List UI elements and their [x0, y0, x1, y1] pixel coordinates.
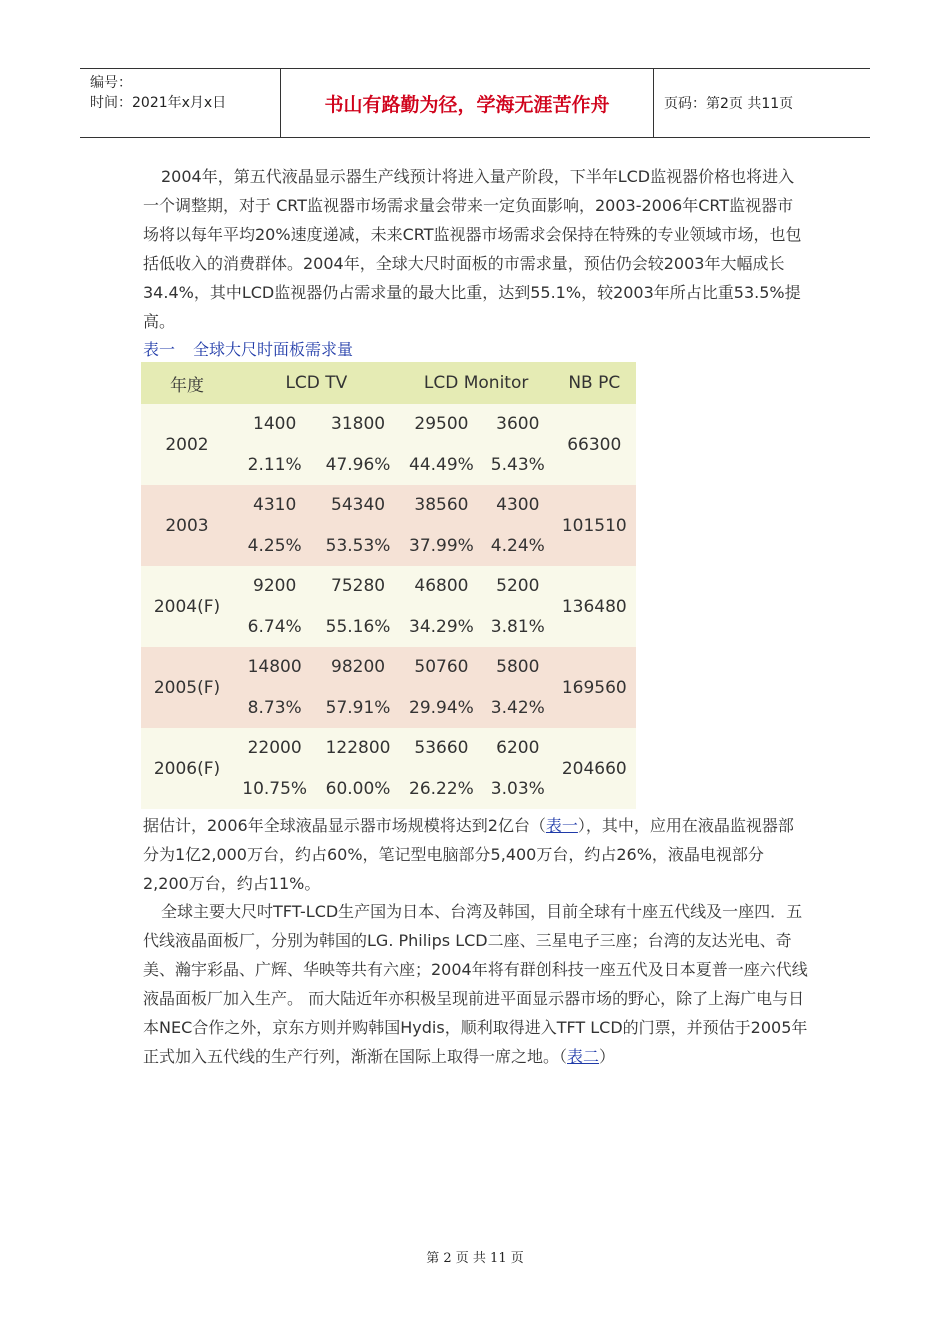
header-year: 年度: [141, 362, 233, 404]
table-row: [141, 728, 636, 769]
value-cell: 50760: [400, 647, 483, 688]
total-cell: 101510: [553, 485, 636, 566]
percent-cell: 2.11%: [233, 445, 316, 486]
percent-cell: 34.29%: [400, 607, 483, 648]
value-cell: 9200: [233, 566, 316, 607]
table-two-link[interactable]: 表二: [567, 1047, 600, 1066]
percent-cell: 60.00%: [316, 769, 399, 810]
header-lcd-monitor: LCD Monitor: [400, 362, 553, 404]
paragraph-estimate-text: 据估计，2006年全球液晶显示器市场规模将达到2亿台（: [143, 816, 546, 835]
percent-cell: 10.75%: [233, 769, 316, 810]
value-cell: 75280: [316, 566, 399, 607]
value-cell: 46800: [400, 566, 483, 607]
table-row: [141, 566, 636, 607]
header-meta: [80, 69, 281, 137]
document-date: 时间：2021年x月x日: [90, 95, 227, 111]
table-header-row: [141, 362, 636, 404]
value-cell: 4310: [233, 485, 316, 526]
table-row: [141, 647, 636, 688]
percent-cell: 26.22%: [400, 769, 483, 810]
table-caption-label: 表一: [143, 340, 176, 359]
percent-cell: 37.99%: [400, 526, 483, 567]
value-cell: 22000: [233, 728, 316, 769]
paragraph-estimate: [143, 811, 808, 898]
table-row: [141, 404, 636, 445]
value-cell: 3600: [483, 404, 552, 445]
value-cell: 54340: [316, 485, 399, 526]
value-cell: 5800: [483, 647, 552, 688]
header-nb-pc: NB PC: [553, 362, 636, 404]
table-caption: [143, 336, 353, 364]
demand-table: [141, 362, 636, 809]
paragraph-producers-text-end: ）: [599, 1047, 616, 1066]
header-page-info: 页码：第2页 共11页: [664, 96, 794, 112]
percent-cell: 4.24%: [483, 526, 552, 567]
percent-cell: 4.25%: [233, 526, 316, 567]
percent-cell: 55.16%: [316, 607, 399, 648]
percent-cell: 8.73%: [233, 688, 316, 729]
paragraph-estimate-text-end: ），其中，应用在液晶监视器部分为1亿2,000万台，约占60%，笔记型电脑部分5,400万台，约占26%，液晶电视部分2,200万台，约占11%。: [143, 816, 794, 893]
value-cell: 6200: [483, 728, 552, 769]
value-cell: 38560: [400, 485, 483, 526]
value-cell: 14800: [233, 647, 316, 688]
percent-cell: 3.03%: [483, 769, 552, 810]
paragraph-intro: 2004年，第五代液晶显示器生产线预计将进入量产阶段，下半年LCD监视器价格也将进入一个调整期，对于 CRT监视器市场需求量会带来一定负面影响，2003-2006年CRT监视器市场将以每年平均20%速度递减，未来CRT监视器市场需求会保持在特殊的专业领域市场，也包括低收入的消费群体。2004年，全球大尺时面板的市需求量，预估仍会较2003年大幅成长34.4%，其中LCD监视器仍占需求量的最大比重，达到55.1%，较2003年所占比重53.5%提高。: [143, 167, 802, 331]
year-cell: 2003: [141, 485, 233, 566]
value-cell: 1400: [233, 404, 316, 445]
percent-cell: 6.74%: [233, 607, 316, 648]
percent-cell: 53.53%: [316, 526, 399, 567]
value-cell: 5200: [483, 566, 552, 607]
percent-cell: 3.81%: [483, 607, 552, 648]
document-number-label: 编号：: [90, 75, 132, 91]
total-cell: 136480: [553, 566, 636, 647]
table-row: [141, 485, 636, 526]
total-cell: 204660: [553, 728, 636, 809]
value-cell: 29500: [400, 404, 483, 445]
percent-cell: 57.91%: [316, 688, 399, 729]
paragraph-producers: [143, 897, 808, 1071]
year-cell: 2006(F): [141, 728, 233, 809]
value-cell: 31800: [316, 404, 399, 445]
total-cell: 169560: [553, 647, 636, 728]
percent-cell: 3.42%: [483, 688, 552, 729]
year-cell: 2004(F): [141, 566, 233, 647]
percent-cell: 29.94%: [400, 688, 483, 729]
percent-cell: 44.49%: [400, 445, 483, 486]
total-cell: 66300: [553, 404, 636, 485]
value-cell: 4300: [483, 485, 552, 526]
table-one-link[interactable]: 表一: [545, 816, 578, 835]
year-cell: 2005(F): [141, 647, 233, 728]
page-header: [80, 68, 870, 138]
percent-cell: 47.96%: [316, 445, 399, 486]
value-cell: 98200: [316, 647, 399, 688]
year-cell: 2002: [141, 404, 233, 485]
value-cell: 122800: [316, 728, 399, 769]
page-footer: 第 2 页 共 11 页: [426, 1251, 524, 1266]
percent-cell: 5.43%: [483, 445, 552, 486]
header-lcd-tv: LCD TV: [233, 362, 400, 404]
value-cell: 53660: [400, 728, 483, 769]
table-caption-title: 全球大尺时面板需求量: [193, 340, 354, 359]
paragraph-producers-text: 全球主要大尺吋TFT-LCD生产国为日本、台湾及韩国，目前全球有十座五代线及一座四．五代线液晶面板厂，分别为韩国的LG. Philips LCD二座、三星电子三座；台湾的友达光电、奇美、瀚宇彩晶、广辉、华映等共有六座；2004年将有群创科技一座五代及日本夏普一座六代线液晶面板厂加入生产。 而大陆近年亦积极呈现前进平面显示器市场的野心，除了上海广电与日本NEC合作之外，京东方则并购韩国Hydis，顺利取得进入TFT LCD的门票，并预估于2005年正式加入五代线的生产行列，渐渐在国际上取得一席之地。（: [143, 902, 808, 1066]
header-motto: 书山有路勤为径，学海无涯苦作舟: [281, 69, 654, 137]
